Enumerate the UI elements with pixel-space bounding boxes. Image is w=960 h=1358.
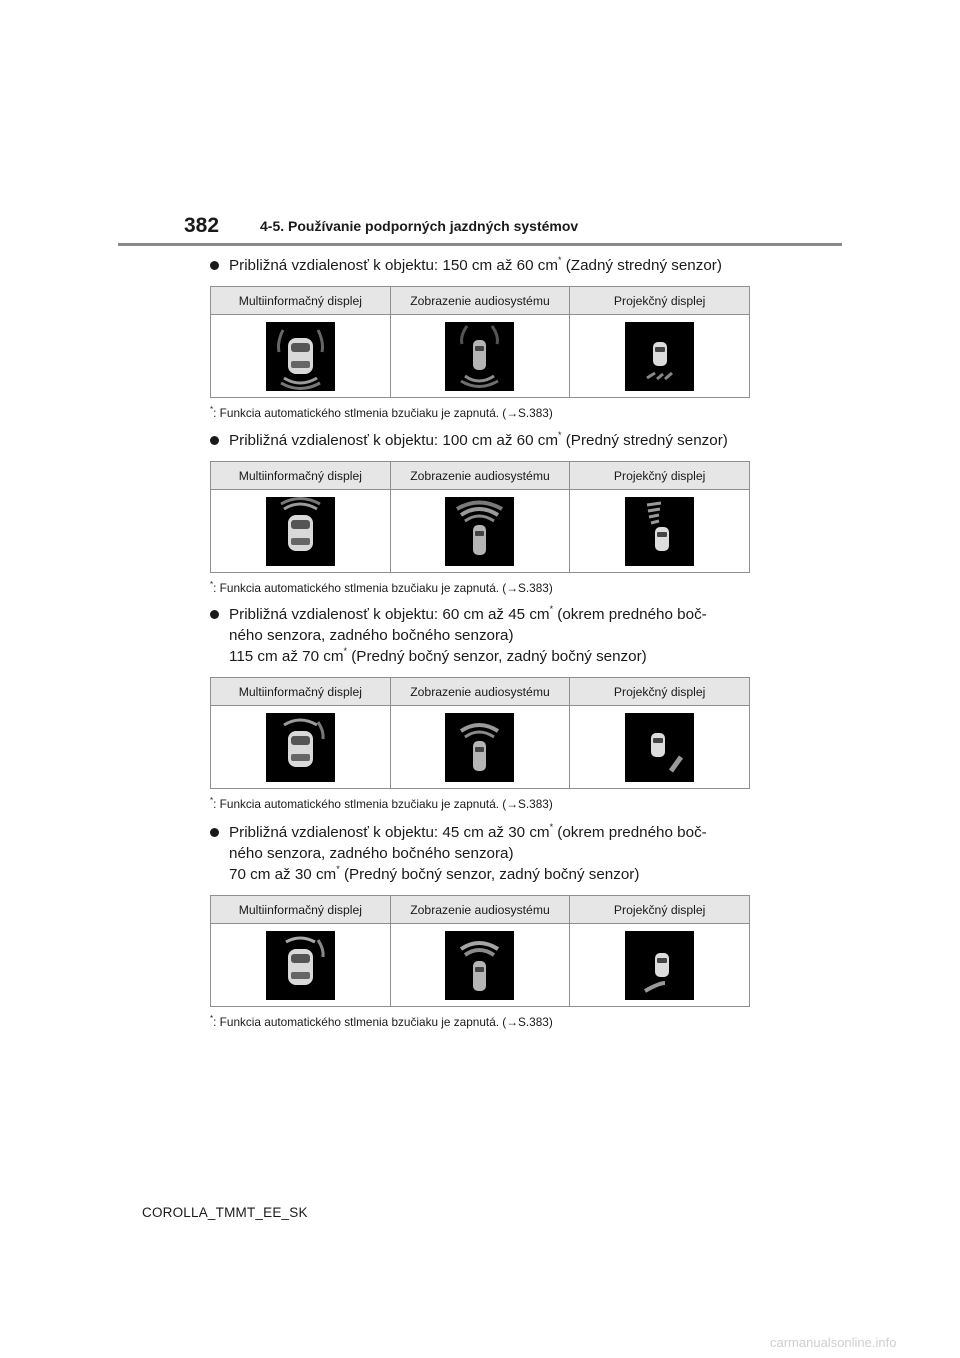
header-audio: Zobrazenie audiosystému xyxy=(390,287,570,315)
section-60-45 xyxy=(210,604,750,811)
cell-multi-info xyxy=(211,490,391,573)
cell-audio xyxy=(390,315,570,398)
page-number: 382 xyxy=(184,214,220,237)
sensor-text: (okrem predného boč- xyxy=(553,606,707,623)
audio-display-image xyxy=(445,931,514,1000)
cell-hud xyxy=(570,315,750,398)
header-audio: Zobrazenie audiosystému xyxy=(390,678,570,706)
header-audio: Zobrazenie audiosystému xyxy=(390,462,570,490)
cell-audio xyxy=(390,490,570,573)
multi-info-display-image xyxy=(266,322,335,391)
footer-code: COROLLA_TMMT_EE_SK xyxy=(142,1205,308,1220)
hud-display-image xyxy=(625,497,694,566)
section-heading xyxy=(210,430,750,451)
footnote: *: Funkcia automatického stlmenia bzučiaku je zapnutá. (→S.383) xyxy=(210,580,553,595)
multi-info-display-image xyxy=(266,497,335,566)
sensor-text: (Predný stredný senzor) xyxy=(561,432,728,449)
footnote-marker: * xyxy=(336,864,340,874)
section-heading xyxy=(210,822,750,885)
header-hud: Projekčný displej xyxy=(570,287,750,315)
sensor-text: (okrem predného boč- xyxy=(553,824,707,841)
side-distance-text: 115 cm až 70 cm xyxy=(229,648,344,665)
header-hud: Projekčný displej xyxy=(570,462,750,490)
footnote: *: Funkcia automatického stlmenia bzučiaku je zapnutá. (→S.383) xyxy=(210,1014,553,1029)
footnote-marker: * xyxy=(549,822,554,832)
chapter-title: 4-5. Používanie podporných jazdných systémov xyxy=(260,218,579,234)
audio-display-image xyxy=(445,713,514,782)
hud-display-image xyxy=(625,713,694,782)
display-table xyxy=(210,895,750,1007)
footnote-text: : Funkcia automatického stlmenia bzučiaku je zapnutá. (→S.383) xyxy=(213,581,553,595)
multi-info-display-image xyxy=(266,713,335,782)
side-sensor-text: (Predný bočný senzor, zadný bočný senzor) xyxy=(339,866,640,883)
side-distance-text: 70 cm až 30 cm xyxy=(229,866,337,883)
sensor-text-continued: ného senzora, zadného bočného senzora) xyxy=(229,627,514,644)
multi-info-display-image xyxy=(266,931,335,1000)
cell-audio xyxy=(390,706,570,789)
header-multi-info: Multiinformačný displej xyxy=(211,896,391,924)
side-sensor-text: (Predný bočný senzor, zadný bočný senzor) xyxy=(347,648,647,665)
header-hud: Projekčný displej xyxy=(570,678,750,706)
section-rear-center xyxy=(210,255,750,420)
header-audio: Zobrazenie audiosystému xyxy=(390,896,570,924)
section-front-center xyxy=(210,430,750,595)
audio-display-image xyxy=(445,497,514,566)
display-table xyxy=(210,286,750,398)
sensor-text-continued: ného senzora, zadného bočného senzora) xyxy=(229,845,514,862)
cell-hud xyxy=(570,706,750,789)
hud-display-image xyxy=(625,322,694,391)
watermark: carmanualsonline.info xyxy=(770,1335,897,1350)
sensor-text: (Zadný stredný senzor) xyxy=(561,257,722,274)
distance-text: Približná vzdialenosť k objektu: 100 cm až 60 cm xyxy=(229,432,559,449)
footnote-text: : Funkcia automatického stlmenia bzučiaku je zapnutá. (→S.383) xyxy=(213,406,553,420)
cell-hud xyxy=(570,490,750,573)
header-multi-info: Multiinformačný displej xyxy=(211,462,391,490)
audio-display-image xyxy=(445,322,514,391)
section-45-30 xyxy=(210,822,750,1029)
distance-text: Približná vzdialenosť k objektu: 60 cm až 45 cm xyxy=(229,606,550,623)
cell-multi-info xyxy=(211,315,391,398)
footnote-text: : Funkcia automatického stlmenia bzučiaku je zapnutá. (→S.383) xyxy=(213,797,553,811)
header-rule xyxy=(118,243,842,246)
distance-text: Približná vzdialenosť k objektu: 45 cm až 30 cm xyxy=(229,824,550,841)
section-heading xyxy=(210,255,750,276)
cell-audio xyxy=(390,924,570,1007)
footnote-marker: * xyxy=(549,604,554,614)
hud-display-image xyxy=(625,931,694,1000)
footnote: *: Funkcia automatického stlmenia bzučiaku je zapnutá. (→S.383) xyxy=(210,405,553,420)
distance-text: Približná vzdialenosť k objektu: 150 cm až 60 cm xyxy=(229,257,559,274)
cell-multi-info xyxy=(211,924,391,1007)
header-multi-info: Multiinformačný displej xyxy=(211,287,391,315)
header-hud: Projekčný displej xyxy=(570,896,750,924)
cell-hud xyxy=(570,924,750,1007)
display-table xyxy=(210,677,750,789)
display-table xyxy=(210,461,750,573)
footnote-text: : Funkcia automatického stlmenia bzučiaku je zapnutá. (→S.383) xyxy=(213,1015,553,1029)
footnote-marker: * xyxy=(558,430,562,440)
footnote-marker: * xyxy=(343,646,348,656)
cell-multi-info xyxy=(211,706,391,789)
header-multi-info: Multiinformačný displej xyxy=(211,678,391,706)
section-heading xyxy=(210,604,750,667)
footnote-marker: * xyxy=(558,255,562,265)
footnote: *: Funkcia automatického stlmenia bzučiaku je zapnutá. (→S.383) xyxy=(210,796,553,811)
